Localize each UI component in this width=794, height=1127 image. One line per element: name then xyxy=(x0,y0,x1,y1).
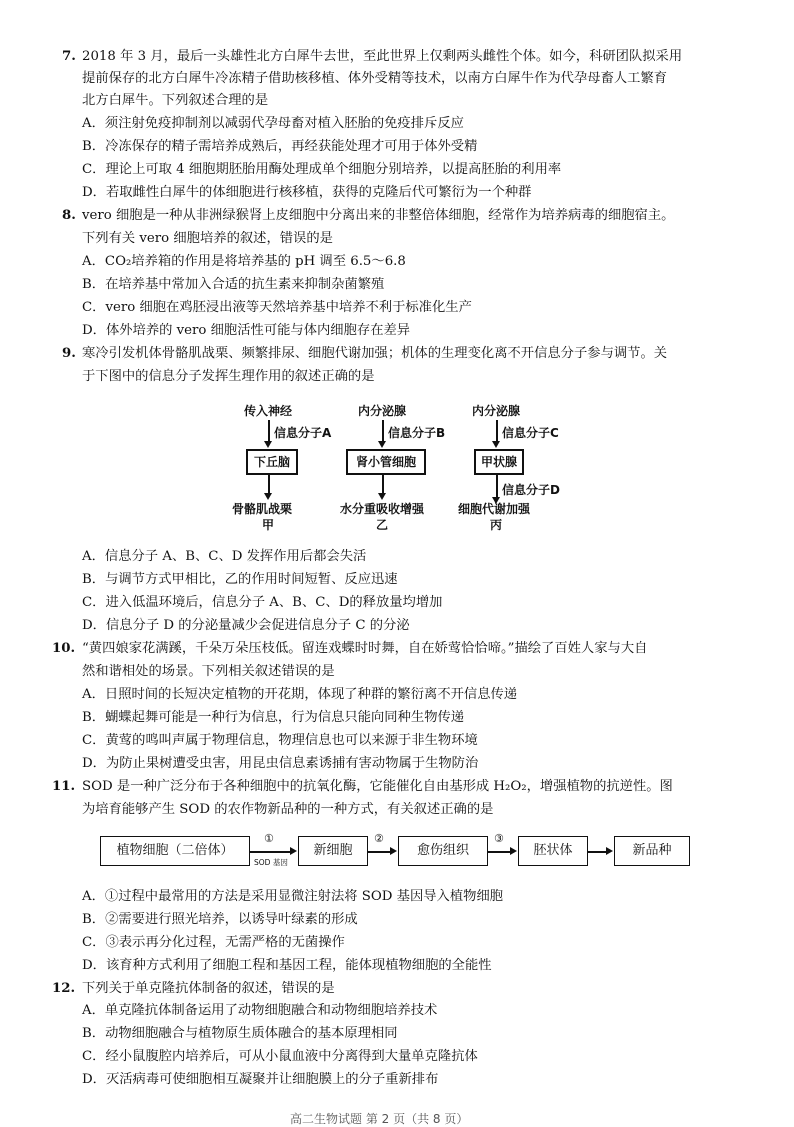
step-3-label: ③ xyxy=(494,832,504,845)
arrow-right-icon xyxy=(290,847,297,855)
option-d: D．若取雌性白犀牛的体细胞进行核移植，获得的克隆后代可繁衍为一个种群 xyxy=(82,185,532,200)
arrow-line xyxy=(382,420,384,442)
path-tag: 丙 xyxy=(490,518,503,532)
option-c: C．理论上可取 4 细胞期胚胎用酶处理成单个细胞分别培养，以提高胚胎的利用率 xyxy=(82,162,562,177)
arrow-down-icon xyxy=(378,493,386,500)
sod-gene-label: SOD 基因 xyxy=(254,858,288,867)
question-stem-line: 提前保存的北方白犀牛冷冻精子借助核移植、体外受精等技术，以南方白犀牛作为代孕母畜人工繁育 xyxy=(82,71,668,86)
arrow-line xyxy=(268,474,270,494)
arrow-line xyxy=(382,474,384,494)
question-number: 11. xyxy=(52,779,76,794)
arrow-line xyxy=(368,851,392,853)
question-stem-line: “黄四娘家花满蹊，千朵万朵压枝低。留连戏蝶时时舞，自在娇莺恰恰啼。”描绘了百姓人家与大自 xyxy=(82,641,648,656)
option-c: C．黄莺的鸣叫声属于物理信息，物理信息也可以来源于非生物环境 xyxy=(82,733,478,748)
option-d: D．灭活病毒可使细胞相互凝聚并让细胞膜上的分子重新排布 xyxy=(82,1072,439,1087)
arrow-line xyxy=(588,851,608,853)
question-number: 10. xyxy=(52,641,76,656)
arrow-right-icon xyxy=(606,847,613,855)
question-number: 12. xyxy=(52,981,76,996)
option-b: B．蝴蝶起舞可能是一种行为信息，行为信息只能向同种生物传递 xyxy=(82,710,465,725)
path-tag: 乙 xyxy=(376,518,389,532)
arrow-right-icon xyxy=(510,847,517,855)
signal-b-label: 信息分子B xyxy=(388,426,446,440)
option-d: D．体外培养的 vero 细胞活性可能与体内细胞存在差异 xyxy=(82,323,411,338)
option-d: D．为防止果树遭受虫害，用昆虫信息素诱捕有害动物属于生物防治 xyxy=(82,756,479,771)
option-d: D．信息分子 D 的分泌量减少会促进信息分子 C 的分泌 xyxy=(82,618,410,633)
effect-label: 细胞代谢加强 xyxy=(458,502,531,516)
new-cell-box: 新细胞 xyxy=(298,836,368,866)
option-a: A．须注射免疫抑制剂以减弱代孕母畜对植入胚胎的免疫排斥反应 xyxy=(82,116,464,131)
new-variety-box: 新品种 xyxy=(614,836,690,866)
option-a: A．信息分子 A、B、C、D 发挥作用后都会失活 xyxy=(82,549,367,564)
option-c: C．vero 细胞在鸡胚浸出液等天然培养基中培养不利于标准化生产 xyxy=(82,300,472,315)
option-c: C．③表示再分化过程，无需严格的无菌操作 xyxy=(82,935,345,950)
signal-d-label: 信息分子D xyxy=(502,483,560,497)
question-stem-line: 下列有关 vero 细胞培养的叙述，错误的是 xyxy=(82,231,333,246)
question-stem-line: 下列关于单克隆抗体制备的叙述，错误的是 xyxy=(82,981,335,996)
option-b: B．冷冻保存的精子需培养成熟后，再经获能处理才可用于体外受精 xyxy=(82,139,478,154)
question-stem-line: 寒冷引发机体骨骼肌战栗、频繁排尿、细胞代谢加强；机体的生理变化离不开信息分子参与调节。关 xyxy=(82,346,668,361)
question-stem-line: 然和谐相处的场景。下列相关叙述错误的是 xyxy=(82,664,335,679)
arrow-down-icon xyxy=(378,441,386,448)
hypothalamus-box: 下丘脑 xyxy=(246,449,298,475)
plant-cell-box: 植物细胞（二倍体） xyxy=(100,836,250,866)
afferent-nerve-label: 传入神经 xyxy=(244,404,293,418)
thyroid-box: 甲状腺 xyxy=(474,449,524,475)
signal-a-label: 信息分子A xyxy=(274,426,332,440)
option-b: B．②需要进行照光培养，以诱导叶绿素的形成 xyxy=(82,912,358,927)
effect-label: 水分重吸收增强 xyxy=(340,502,425,516)
arrow-line xyxy=(488,851,512,853)
option-b: B．动物细胞融合与植物原生质体融合的基本原理相同 xyxy=(82,1026,398,1041)
page-footer: 高二生物试题 第 2 页（共 8 页） xyxy=(290,1112,469,1126)
embryoid-box: 胚状体 xyxy=(518,836,588,866)
arrow-down-icon xyxy=(492,441,500,448)
option-a: A．CO₂培养箱的作用是将培养基的 pH 调至 6.5～6.8 xyxy=(82,254,406,269)
step-2-label: ② xyxy=(374,832,384,845)
step-1-label: ① xyxy=(264,832,274,845)
option-a: A．①过程中最常用的方法是采用显微注射法将 SOD 基因导入植物细胞 xyxy=(82,889,504,904)
question-stem-line: 北方白犀牛。下列叙述合理的是 xyxy=(82,93,269,108)
arrow-down-icon xyxy=(264,441,272,448)
option-a: A．日照时间的长短决定植物的开花期，体现了种群的繁衍离不开信息传递 xyxy=(82,687,518,702)
question-stem-line: 于下图中的信息分子发挥生理作用的叙述正确的是 xyxy=(82,369,375,384)
option-d: D．该育种方式利用了细胞工程和基因工程，能体现植物细胞的全能性 xyxy=(82,958,492,973)
signal-c-label: 信息分子C xyxy=(502,426,559,440)
question-number: 9. xyxy=(62,346,76,361)
question-stem-line: SOD 是一种广泛分布于各种细胞中的抗氧化酶，它能催化自由基形成 H₂O₂，增强植物的抗逆性。图 xyxy=(82,779,673,794)
arrow-line xyxy=(250,851,292,853)
question-number: 7. xyxy=(62,49,76,64)
option-c: C．经小鼠腹腔内培养后，可从小鼠血液中分离得到大量单克隆抗体 xyxy=(82,1049,478,1064)
endocrine-gland-label: 内分泌腺 xyxy=(358,404,407,418)
arrow-line xyxy=(268,420,270,442)
option-c: C．进入低温环境后，信息分子 A、B、C、D的释放量均增加 xyxy=(82,595,443,610)
endocrine-gland-label: 内分泌腺 xyxy=(472,404,521,418)
option-b: B．在培养基中常加入合适的抗生素来抑制杂菌繁殖 xyxy=(82,277,385,292)
arrow-line xyxy=(496,420,498,442)
question-stem-line: 2018 年 3 月，最后一头雄性北方白犀牛去世，至此世界上仅剩两头雌性个体。如今，科研团队拟采用 xyxy=(82,49,683,64)
arrow-down-icon xyxy=(264,493,272,500)
renal-tubule-box: 肾小管细胞 xyxy=(346,449,426,475)
question-stem-line: 为培育能够产生 SOD 的农作物新品种的一种方式，有关叙述正确的是 xyxy=(82,802,494,817)
option-a: A．单克隆抗体制备运用了动物细胞融合和动物细胞培养技术 xyxy=(82,1003,438,1018)
arrow-right-icon xyxy=(390,847,397,855)
option-b: B．与调节方式甲相比，乙的作用时间短暂、反应迅速 xyxy=(82,572,398,587)
question-stem-line: vero 细胞是一种从非洲绿猴肾上皮细胞中分离出来的非整倍体细胞，经常作为培养病毒的细胞宿主。 xyxy=(82,208,675,223)
arrow-line xyxy=(496,474,498,498)
question-number: 8. xyxy=(62,208,76,223)
callus-box: 愈伤组织 xyxy=(398,836,488,866)
effect-label: 骨骼肌战栗 xyxy=(232,502,293,516)
path-tag: 甲 xyxy=(262,518,275,532)
